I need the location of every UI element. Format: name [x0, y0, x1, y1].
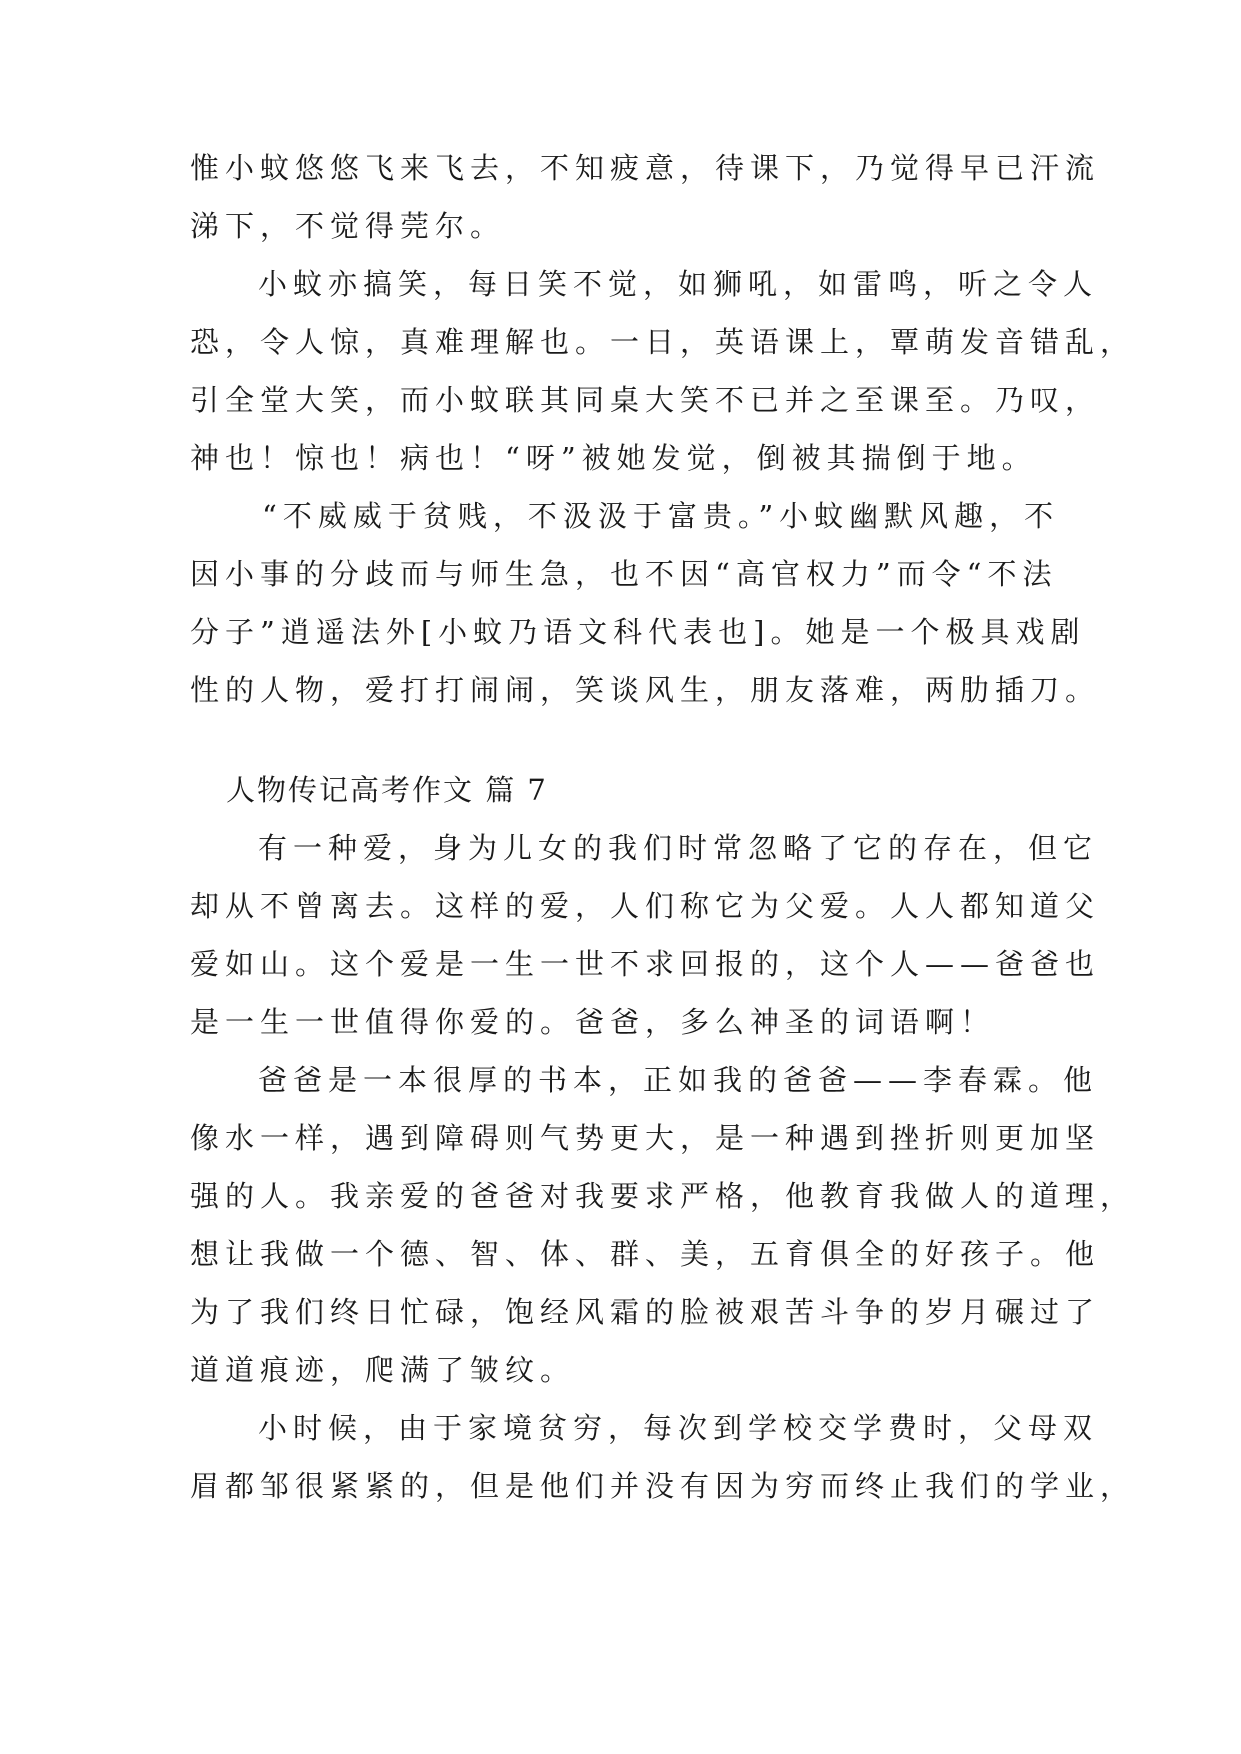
text-line: 眉都邹很紧紧的，但是他们并没有因为穷而终止我们的学业， — [190, 1469, 1136, 1503]
text-line: 强的人。我亲爱的爸爸对我要求严格，他教育我做人的道理， — [190, 1179, 1136, 1213]
text-line: 引全堂大笑，而小蚊联其同桌大笑不已并之至课至。乃叹， — [190, 383, 1101, 417]
text-line: 为了我们终日忙碌，饱经风霜的脸被艰苦斗争的岁月碾过了 — [190, 1295, 1101, 1329]
text-line: 像水一样，遇到障碍则气势更大，是一种遇到挫折则更加坚 — [190, 1121, 1101, 1155]
text-line: 是一生一世值得你爱的。爸爸，多么神圣的词语啊！ — [190, 1005, 996, 1039]
text-line: 分子”逍遥法外[小蚊乃语文科代表也]。她是一个极具戏剧 — [190, 615, 1086, 649]
text-line: 性的人物，爱打打闹闹，笑谈风生，朋友落难，两肋插刀。 — [190, 673, 1101, 707]
text-line: 小蚊亦搞笑，每日笑不觉，如狮吼，如雷鸣，听之令人 — [258, 267, 1099, 301]
text-line: 神也！惊也！病也！“呀”被她发觉，倒被其揣倒于地。 — [190, 441, 1037, 475]
section-heading: 人物传记高考作文 篇 7 — [226, 773, 548, 807]
text-line: 小时候，由于家境贫穷，每次到学校交学费时，父母双 — [258, 1411, 1099, 1445]
text-line: 爱如山。这个爱是一生一世不求回报的，这个人——爸爸也 — [190, 947, 1101, 981]
text-line: 却从不曾离去。这样的爱，人们称它为父爱。人人都知道父 — [190, 889, 1101, 923]
text-line: 涕下，不觉得莞尔。 — [190, 209, 506, 243]
text-line: 道道痕迹，爬满了皱纹。 — [190, 1353, 576, 1387]
text-line: 惟小蚊悠悠飞来飞去，不知疲意，待课下，乃觉得早已汗流 — [190, 151, 1101, 185]
text-line: 爸爸是一本很厚的书本，正如我的爸爸——李春霖。他 — [258, 1063, 1099, 1097]
text-line: 恐，令人惊，真难理解也。一日，英语课上，覃萌发音错乱， — [190, 325, 1136, 359]
text-line: “不威威于贫贱，不汲汲于富贵。”小蚊幽默风趣，不 — [262, 499, 1060, 533]
text-line: 有一种爱，身为儿女的我们时常忽略了它的存在，但它 — [258, 831, 1099, 865]
text-line: 因小事的分歧而与师生急，也不因“高官权力”而令“不法 — [190, 557, 1058, 591]
text-line: 想让我做一个德、智、体、群、美，五育俱全的好孩子。他 — [190, 1237, 1101, 1271]
